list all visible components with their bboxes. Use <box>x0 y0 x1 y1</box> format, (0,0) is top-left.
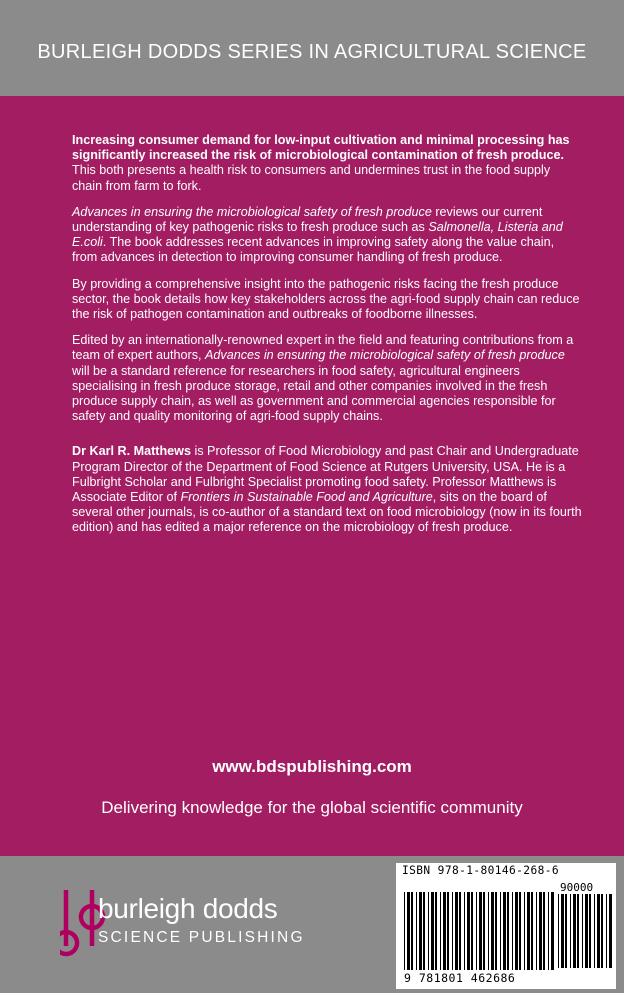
blurb-paragraph-1 <box>72 133 582 194</box>
blurb-p4-start: Edited by an internationally-renowned expert in the field and featuring contributions from a team of expert authors, <box>72 333 574 363</box>
author-bio <box>72 444 582 535</box>
book-title-italic-2: Advances in ensuring the microbiological safety of fresh produce <box>205 348 565 363</box>
series-title: BURLEIGH DODDS SERIES IN AGRICULTURAL SCIENCE <box>37 41 587 63</box>
blurb-p2-rest: . The book addresses recent advances in improving safety along the value chain, from advances in detection to improving consumer handling of fresh produce. <box>72 235 555 265</box>
price-code: 90000 <box>560 881 594 894</box>
book-title-italic: Advances in ensuring the microbiological safety of fresh produce <box>72 204 432 219</box>
blurb-p2-mid: reviews our current understanding of key pathogenic risks to fresh produce such as <box>72 204 543 235</box>
logo-wordmark: burleigh dodds <box>98 893 278 924</box>
barcode-bars <box>402 878 612 970</box>
ean-digits: 9 781801 462686 <box>404 971 516 985</box>
blurb-p4-rest: will be a standard reference for researchers in food safety, agricultural engineers specialising in fresh produce storage, retail and other companies involved in the fresh produce supply chain, as well as government and commercial agencies responsible for safety and quality monitoring of agri-food supply chains. <box>72 363 556 424</box>
pathogens-italic-a: Salmonella, Listeria <box>428 220 539 235</box>
journal-italic: Frontiers in Sustainable Food and Agriculture <box>180 490 433 505</box>
blurb-lead: Increasing consumer demand for low-input cultivation and minimal processing has significantly increased the risk of microbiological contamination of fresh produce. <box>72 133 570 163</box>
blurb-paragraph-3: By providing a comprehensive insight into the pathogenic risks facing the fresh produce sector, the book details how key stakeholders across the agri-food supply chain can reduce the risk of pathogen contamination and outbreaks of foodborne illnesses. <box>72 276 580 322</box>
logo-subline: SCIENCE PUBLISHING <box>98 929 305 946</box>
publisher-tagline: Delivering knowledge for the global scientific community <box>101 798 523 817</box>
blurb-text <box>72 133 582 547</box>
author-name: Dr Karl R. Matthews <box>72 444 191 459</box>
bio-part-1: is Professor of Food Microbiology and past Chair and Undergraduate Program Director of the Department of Food Science at Rutgers University, USA. He is a Fulbright Scholar and Fulbright Specialist promoting food safety. Professor Matthews is Associate Editor of <box>72 444 579 505</box>
isbn-label: ISBN 978-1-80146-268-6 <box>402 864 559 877</box>
blurb-p1-rest: This both presents a health risk to consumers and undermines trust in the food supply chain from farm to fork. <box>72 163 551 193</box>
blurb-paragraph-2 <box>72 205 582 266</box>
blurb-paragraph-4 <box>72 333 582 424</box>
bio-part-2: , sits on the board of several other journals, is co-author of a standard text on food microbiology (now in its fourth edition) and has edited a major reference on the microbiology of fresh produce. <box>72 490 582 535</box>
pathogens-italic-b: and E.coli <box>72 220 563 250</box>
publisher-website[interactable]: www.bdspublishing.com <box>212 757 412 776</box>
